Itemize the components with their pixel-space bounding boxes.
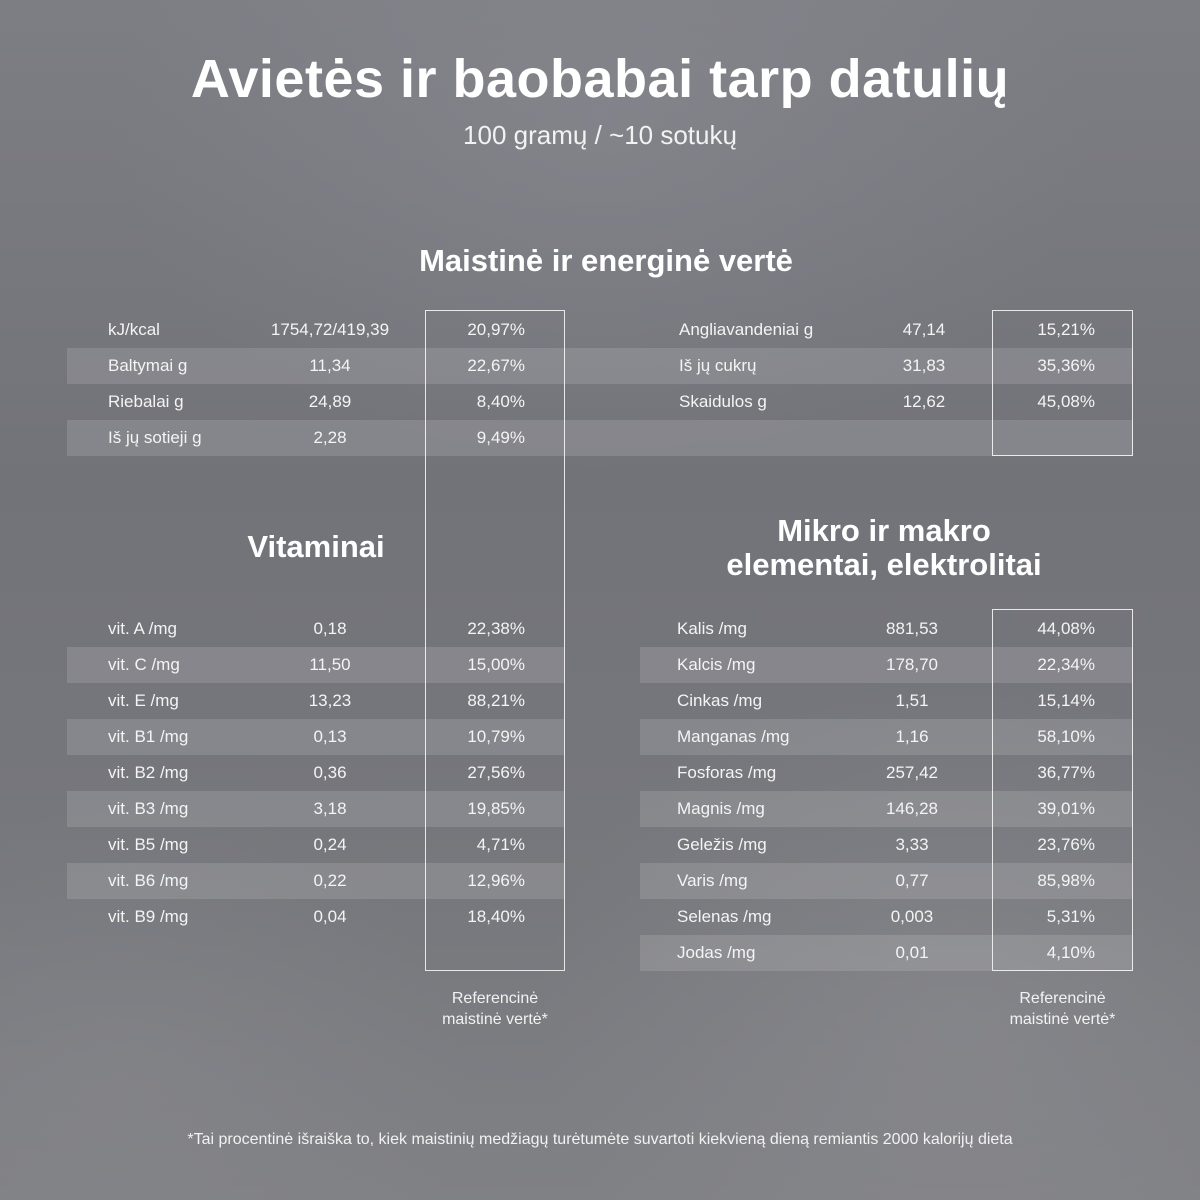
row-name: Angliavandeniai g bbox=[679, 320, 814, 339]
row-percent: 22,38% bbox=[467, 619, 525, 638]
row-name: Cinkas /mg bbox=[677, 691, 763, 710]
minerals-section-title bbox=[680, 514, 1088, 582]
row-name: kJ/kcal bbox=[108, 320, 160, 339]
row-percent: 45,08% bbox=[1037, 392, 1095, 411]
footnote: *Tai procentinė išraiška to, kiek maistinių medžiagų turėtumėte suvartoti kiekvieną dieną remiantis 2000 kalorijų dieta bbox=[187, 1131, 1013, 1148]
reference-label-line2: maistinė vertė* bbox=[442, 1011, 548, 1028]
table-row bbox=[67, 647, 564, 683]
row-value: 3,18 bbox=[313, 799, 347, 818]
row-percent: 22,34% bbox=[1037, 655, 1095, 674]
table-row bbox=[640, 863, 1133, 899]
row-percent: 22,67% bbox=[467, 356, 525, 375]
row-value: 257,42 bbox=[886, 763, 938, 782]
row-name: vit. B6 /mg bbox=[108, 871, 189, 890]
row-percent: 27,56% bbox=[467, 763, 525, 782]
row-percent: 5,31% bbox=[1046, 907, 1095, 926]
row-name: vit. B9 /mg bbox=[108, 907, 189, 926]
row-value: 0,04 bbox=[313, 907, 347, 926]
row-name: Baltymai g bbox=[108, 356, 188, 375]
table-row bbox=[640, 791, 1133, 827]
table-row bbox=[640, 827, 1133, 863]
row-percent: 15,14% bbox=[1037, 691, 1095, 710]
row-percent: 8,40% bbox=[476, 392, 525, 411]
table-row bbox=[67, 827, 564, 863]
row-value: 1754,72/419,39 bbox=[270, 320, 390, 339]
reference-label-line1: Referencinė bbox=[451, 990, 539, 1007]
table-row bbox=[67, 384, 564, 420]
row-percent: 4,10% bbox=[1046, 943, 1095, 962]
row-value: 0,36 bbox=[313, 763, 347, 782]
row-value: 1,16 bbox=[895, 727, 929, 746]
reference-label-left bbox=[405, 988, 585, 1030]
row-percent: 9,49% bbox=[476, 428, 525, 447]
row-percent: 23,76% bbox=[1037, 835, 1095, 854]
row-name: vit. B1 /mg bbox=[108, 727, 189, 746]
row-percent: 58,10% bbox=[1037, 727, 1095, 746]
row-value: 0,18 bbox=[313, 619, 347, 638]
row-name: Magnis /mg bbox=[677, 799, 765, 818]
row-value: 0,003 bbox=[890, 907, 934, 926]
table-row bbox=[67, 348, 564, 384]
table-row bbox=[564, 384, 1133, 420]
table-row bbox=[67, 611, 564, 647]
row-name: vit. B3 /mg bbox=[108, 799, 189, 818]
row-value: 12,62 bbox=[902, 392, 946, 411]
table-row bbox=[67, 863, 564, 899]
table-row bbox=[564, 312, 1133, 348]
row-percent: 12,96% bbox=[467, 871, 525, 890]
row-percent: 20,97% bbox=[467, 320, 525, 339]
row-value: 0,01 bbox=[895, 943, 929, 962]
row-percent: 36,77% bbox=[1037, 763, 1095, 782]
row-name: vit. E /mg bbox=[108, 691, 179, 710]
row-value: 881,53 bbox=[886, 619, 938, 638]
row-percent: 15,21% bbox=[1037, 320, 1095, 339]
row-value: 11,34 bbox=[309, 356, 351, 375]
minerals-title-line2: elementai, elektrolitai bbox=[726, 547, 1042, 582]
table-row bbox=[640, 611, 1133, 647]
row-name: vit. C /mg bbox=[108, 655, 180, 674]
row-name: vit. B2 /mg bbox=[108, 763, 189, 782]
row-name: Manganas /mg bbox=[677, 727, 790, 746]
row-value: 13,23 bbox=[308, 691, 352, 710]
row-name: Skaidulos g bbox=[679, 392, 767, 411]
row-percent: 35,36% bbox=[1037, 356, 1095, 375]
row-percent: 39,01% bbox=[1037, 799, 1095, 818]
row-value: 2,28 bbox=[313, 428, 347, 447]
row-value: 0,22 bbox=[313, 871, 347, 890]
row-percent: 19,85% bbox=[467, 799, 525, 818]
table-row bbox=[67, 755, 564, 791]
table-row bbox=[67, 683, 564, 719]
row-name: Varis /mg bbox=[677, 871, 748, 890]
energy-section-title: Maistinė ir energinė vertė bbox=[419, 243, 793, 278]
table-row bbox=[640, 899, 1133, 935]
row-name: Iš jų sotieji g bbox=[108, 428, 202, 447]
table-row bbox=[67, 719, 564, 755]
row-value: 0,77 bbox=[895, 871, 929, 890]
row-value: 178,70 bbox=[886, 655, 938, 674]
table-row bbox=[640, 755, 1133, 791]
table-row bbox=[67, 899, 564, 935]
row-percent: 18,40% bbox=[467, 907, 525, 926]
row-percent: 10,79% bbox=[467, 727, 525, 746]
table-row bbox=[640, 935, 1133, 971]
row-value: 146,28 bbox=[886, 799, 938, 818]
row-percent: 4,71% bbox=[476, 835, 525, 854]
row-value: 1,51 bbox=[895, 691, 929, 710]
row-value: 0,24 bbox=[313, 835, 347, 854]
row-name: Kalis /mg bbox=[677, 619, 747, 638]
table-row bbox=[640, 683, 1133, 719]
row-name: Fosforas /mg bbox=[677, 763, 777, 782]
reference-label-line1: Referencinė bbox=[1019, 990, 1106, 1007]
row-name: Selenas /mg bbox=[677, 907, 772, 926]
row-name: vit. B5 /mg bbox=[108, 835, 189, 854]
vitamins-section-title: Vitaminai bbox=[247, 529, 385, 564]
row-value: 3,33 bbox=[895, 835, 929, 854]
row-percent: 85,98% bbox=[1037, 871, 1095, 890]
table-row bbox=[640, 647, 1133, 683]
row-value: 47,14 bbox=[902, 320, 946, 339]
row-name: Riebalai g bbox=[108, 392, 184, 411]
row-value: 11,50 bbox=[309, 655, 351, 674]
row-name: Iš jų cukrų bbox=[679, 356, 757, 375]
reference-label-line2: maistinė vertė* bbox=[1009, 1011, 1116, 1028]
row-name: vit. A /mg bbox=[108, 619, 177, 638]
table-row bbox=[67, 791, 564, 827]
minerals-title-line1: Mikro ir makro bbox=[777, 513, 991, 548]
row-name: Kalcis /mg bbox=[677, 655, 756, 674]
row-percent: 15,00% bbox=[467, 655, 525, 674]
page-subtitle: 100 gramų / ~10 sotukų bbox=[463, 120, 737, 150]
row-value: 24,89 bbox=[308, 392, 352, 411]
table-row bbox=[564, 420, 1133, 456]
row-percent: 44,08% bbox=[1037, 619, 1095, 638]
reference-label-right bbox=[972, 988, 1153, 1030]
table-row bbox=[564, 348, 1133, 384]
table-row bbox=[67, 420, 564, 456]
table-row bbox=[640, 719, 1133, 755]
row-value: 31,83 bbox=[902, 356, 946, 375]
row-percent: 88,21% bbox=[467, 691, 525, 710]
row-value: 0,13 bbox=[313, 727, 347, 746]
table-row bbox=[67, 312, 564, 348]
row-name: Geležis /mg bbox=[677, 835, 767, 854]
row-name: Jodas /mg bbox=[677, 943, 756, 962]
page-title: Avietės ir baobabai tarp datulių bbox=[190, 49, 1010, 109]
